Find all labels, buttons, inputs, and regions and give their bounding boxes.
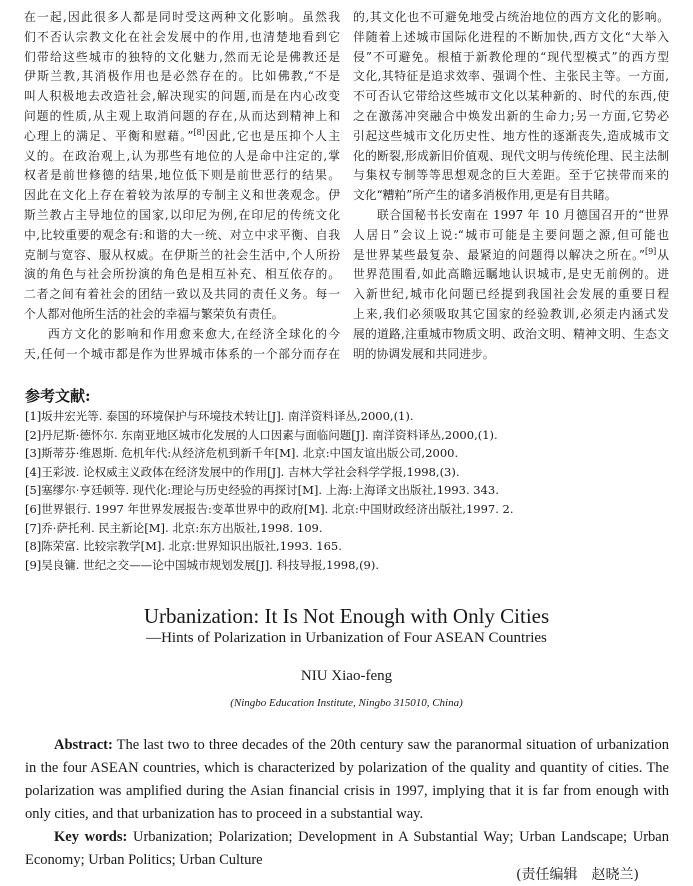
text-line: 义的。在政治观上,认为那些有地位的人是命中注定的,掌: [24, 148, 340, 163]
text-line: 引起这些城市文化历史性、地方性的逐渐丧失,造成城市文: [353, 128, 669, 143]
text-segment: 从: [656, 247, 669, 262]
english-subtitle: —Hints of Polarization in Urbanization of Four ASEAN Countries: [146, 630, 547, 646]
text-line: 入新世纪,城市化问题已经提到我国社会发展的重要日程: [353, 287, 669, 302]
text-line: 天,任何一个城市都是作为世界城市体系的一个部分而存在: [24, 346, 340, 361]
text-line: 二者之间有着社会的团结一致以及共同的责任义务。每一: [24, 287, 340, 302]
text-segment: 因此,它也是压抑个人主: [204, 128, 340, 143]
text-line: 个人都对他所生活的社会的幸福与繁荣负有责任。: [24, 306, 284, 321]
references-list: [25, 407, 669, 574]
text-line: 之在激荡冲突融合中焕发出新的生命力;另一方面,它势必: [353, 108, 669, 123]
citation-marker: [9]: [644, 246, 657, 256]
right-text-column: [353, 8, 669, 364]
left-text-column: [24, 8, 340, 364]
reference-item: [8]陈荣富. 比较宗教学[M]. 北京:世界知识出版社,1993. 165.: [25, 539, 342, 554]
abstract-text: The last two to three decades of the 20th century saw the paranormal situation of urbanization in the four ASEAN countries, which is characterized by polarization of the quality and quantity of cities. The polarization was amplified during the Asian financial crisis in 1997, implying that it is far from enough with only cities, and that urbanization has to proceed in a substantial way.: [25, 737, 669, 822]
abstract-label: Abstract:: [54, 737, 113, 753]
text-line: 的,其文化也不可避免地受占统治地位的西方文化的影响。: [353, 10, 669, 24]
text-line: 在一起,因此很多人都是同时受这两种文化影响。虽然我: [24, 10, 340, 24]
keywords-text: Urbanization; Polarization; Development in A Substantial Way; Urban Landscape; Urban Economy; Urban Politics; Urban Culture: [25, 829, 669, 868]
text-line: 世界范围看,如此高瞻远瞩地认识城市,是史无前例的。进: [353, 267, 669, 282]
reference-item: [2]丹尼斯·德怀尔. 东南亚地区城市化发展的人口因素与面临问题[J]. 南洋资料译丛,2000,(1).: [25, 427, 498, 442]
reference-item: [4]王彩波. 论权威主义政体在经济发展中的作用[J]. 吉林大学社会科学学报,1998,(3).: [25, 464, 460, 479]
text-line: 们不否认宗教文化在社会发展中的作用,也清楚地看到它: [24, 29, 340, 44]
text-line: 文化“糟粕”所产生的诸多消极作用,更是有目共睹。: [353, 188, 617, 203]
text-line: 文化,其特征是追求效率、强调个性、主张民主等。一方面,: [353, 69, 669, 84]
text-line: 侵”不可避免。根植于新教伦理的“现代型模式”的西方型: [353, 49, 669, 64]
text-line: 问题的性质,从主观上取消问题的存在,从而达到精神上和: [24, 108, 340, 123]
text-line: 演的角色与社会所扮演的角色是相互补充、相互依存的。: [24, 267, 340, 282]
abstract: [25, 734, 669, 826]
text-line: 因此在文化上存在着较为浓厚的专制主义和世袭观念。伊: [24, 188, 340, 203]
reference-item: [6]世界银行. 1997 年世界发展报告:变革世界中的政府[M]. 北京:中国财政经济出版社,1997. 2.: [25, 501, 514, 516]
text-line: 明的协调发展和共同进步。: [353, 346, 495, 361]
text-line: 不可否认它带给这些城市文化以某种新的、时代的东西,使: [353, 89, 669, 104]
text-line: 们带给这些城市的独特的文化魅力,然而无论是佛教还是: [24, 49, 340, 64]
text-line: 叫人积极地去改造社会,解决现实的问题,而是在内心改变: [24, 89, 340, 104]
reference-item: [7]乔·萨托利. 民主新论[M]. 北京:东方出版社,1998. 109.: [25, 520, 323, 535]
references-heading: 参考文献:: [25, 387, 91, 405]
text-line: 上来,我们必须吸取其它国家的经验教训,必须走内涵式发: [353, 306, 669, 321]
text-line: 斯兰教占主导地位的国家,以印尼为例,在印尼的传统文化: [24, 207, 340, 222]
text-line: 伊斯兰教,其消极作用也是必然存在的。比如佛教,“不是: [24, 69, 340, 84]
text-line: 联合国秘书长安南在 1997 年 10 月德国召开的“世界: [377, 207, 669, 222]
citation-marker: [8]: [193, 127, 205, 137]
author-name: NIU Xiao-feng: [300, 668, 393, 684]
text-segment: 心理上的满足、平衡和慰藉。”: [24, 128, 194, 143]
reference-item: [3]斯蒂芬·维恩斯. 危机年代:从经济危机到新千年[M]. 北京:中国友谊出版公司,2000.: [25, 446, 459, 461]
text-line: 人居日”会议上说:“城市可能是主要问题之源,但可能也: [353, 227, 669, 242]
english-title: Urbanization: It Is Not Enough with Only Cities: [143, 604, 550, 628]
text-line: [24, 127, 340, 147]
reference-item: [5]塞缪尔·亨廷顿等. 现代化:理论与历史经验的再探讨[M]. 上海:上海译文出版社,1993. 343.: [25, 483, 499, 498]
text-line: [353, 246, 669, 266]
text-line: 伴随着上述城市国际化进程的不断加快,西方文化“大举入: [353, 29, 669, 44]
editor-note: (责任编辑 赵晓兰): [516, 867, 639, 883]
text-line: 权者是前世修德的结果,地位低下则是前世恶行的结果。: [24, 168, 340, 183]
text-line: 西方文化的影响和作用愈来愈大,在经济全球化的今: [48, 326, 340, 341]
author-affiliation: (Ningbo Education Institute, Ningbo 315010, China): [230, 697, 463, 709]
text-segment: 是世界某些最复杂、最紧迫的问题得以解决之所在。”: [353, 247, 645, 262]
reference-item: [1]坂井宏光等. 泰国的环境保护与环境技术转让[J]. 南洋资料译丛,2000,(1).: [25, 409, 414, 423]
text-line: 中,比较重要的观念有:和谐的大一统、对立中求平衡、自我: [24, 227, 340, 242]
text-line: 与集权专制等等思想观念的巨大差距。至于它挟带而来的: [353, 168, 669, 183]
reference-item: [9]吴良镛. 世纪之交——论中国城市规划发展[J]. 科技导报,1998,(9).: [25, 557, 380, 572]
text-line: 克制与宽容、服从权威。在伊斯兰的社会生活中,个人所扮: [24, 247, 340, 262]
text-line: 化的断裂,形成新旧价值观、现代文明与传统伦理、民主法制: [353, 148, 669, 163]
text-line: 展的道路,注重城市物质文明、政治文明、精神文明、生态文: [353, 326, 669, 341]
keywords-label: Key words:: [54, 829, 128, 845]
